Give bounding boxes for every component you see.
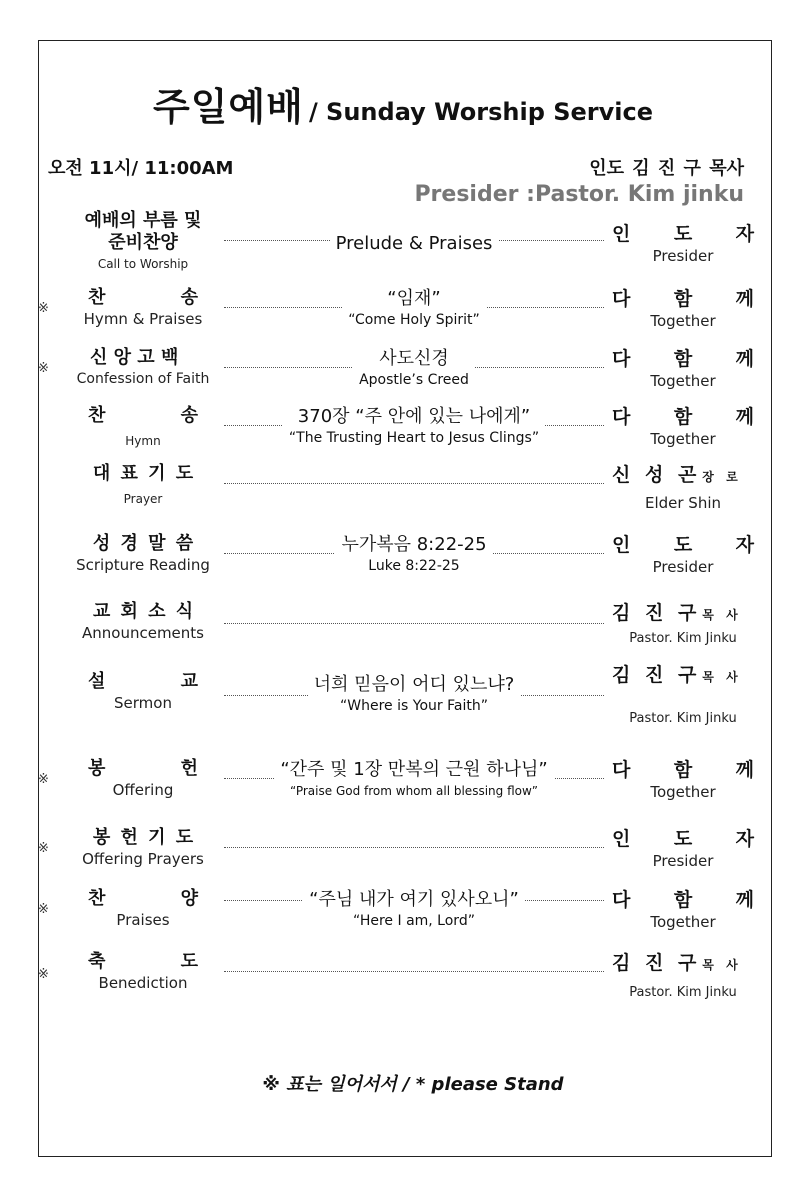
item-english-label: Sermon xyxy=(114,694,172,712)
item-leader-english: Together xyxy=(650,430,716,448)
item-leader-english: Together xyxy=(650,372,716,390)
stand-mark: ※ xyxy=(38,841,49,856)
item-leader: 인 도 자 xyxy=(612,223,754,245)
item-english-label: Hymn & Praises xyxy=(83,310,203,328)
item-detail-korean: “간주 및 1장 만복의 근원 하나님” xyxy=(280,759,548,780)
item-detail-english: “The Trusting Heart to Jesus Clings” xyxy=(288,430,540,446)
item-detail-korean: “임재” xyxy=(387,288,441,309)
item-leader-title: 목 사 xyxy=(702,958,738,972)
item-english-label: Scripture Reading xyxy=(76,556,210,574)
stand-note-footer: ※ 표는 일어서서 / * please Stand xyxy=(262,1074,564,1095)
item-leader: 다 함 께 xyxy=(612,406,754,428)
item-leader: 김 진 구 xyxy=(612,952,697,974)
item-korean-label: 대 표 기 도 xyxy=(92,463,194,484)
item-korean-label: 교 회 소 식 xyxy=(92,601,194,622)
item-english-label: Offering Prayers xyxy=(82,850,204,868)
item-english-label: Offering xyxy=(112,781,174,799)
item-leader-english: Pastor. Kim Jinku xyxy=(629,631,737,646)
item-english-label: Confession of Faith xyxy=(76,371,210,387)
item-leader-english: Together xyxy=(650,783,716,801)
item-leader: 신 성 곤 xyxy=(612,464,697,486)
item-korean-label: 봉 헌 기 도 xyxy=(92,827,194,848)
item-detail-korean: 너희 믿음이 어디 있느냐? xyxy=(313,674,515,695)
item-leader-title: 목 사 xyxy=(702,670,738,684)
dotted-leader xyxy=(224,623,604,624)
stand-mark: ※ xyxy=(38,301,49,316)
item-leader: 다 함 께 xyxy=(612,889,754,911)
item-detail-english: “Come Holy Spirit” xyxy=(348,312,480,328)
stand-mark: ※ xyxy=(38,967,49,982)
item-leader: 인 도 자 xyxy=(612,534,754,556)
item-english-label: Prayer xyxy=(123,492,163,506)
item-korean-label: 예배의 부름 및 준비찬양 xyxy=(84,210,202,253)
presider-korean: 인도 김 진 구 목사 xyxy=(589,158,744,179)
item-leader-english: Presider xyxy=(652,852,714,870)
item-english-label: Praises xyxy=(116,911,170,929)
item-english-label: Benediction xyxy=(98,974,188,992)
item-leader: 김 진 구 xyxy=(612,602,697,624)
item-detail-english: Luke 8:22-25 xyxy=(368,558,460,574)
item-leader: 다 함 께 xyxy=(612,348,754,370)
item-detail-english: “Praise God from whom all blessing flow” xyxy=(290,784,538,798)
presider-english: Presider :Pastor. Kim jinku xyxy=(414,182,744,207)
item-leader: 다 함 께 xyxy=(612,288,754,310)
item-detail-korean: 370장 “주 안에 있는 나에게” xyxy=(297,406,531,427)
item-korean-label: 신 앙 고 백 xyxy=(90,347,179,368)
stand-mark: ※ xyxy=(38,361,49,376)
item-korean-label: 찬 송 xyxy=(88,287,198,308)
page-title xyxy=(0,76,806,131)
item-detail-korean: “주님 내가 여기 있사오니” xyxy=(309,889,519,910)
item-korean-label: 찬 송 xyxy=(88,405,198,426)
item-english-label: Announcements xyxy=(82,624,204,642)
item-detail-english: Apostle’s Creed xyxy=(359,372,469,388)
item-detail-english: “Here I am, Lord” xyxy=(353,913,475,929)
item-detail-korean: Prelude & Praises xyxy=(335,233,493,254)
service-time: 오전 11시/ 11:00AM xyxy=(48,158,234,179)
dotted-leader xyxy=(224,483,604,484)
item-english-label: Hymn xyxy=(125,434,161,448)
item-korean-label: 봉 헌 xyxy=(88,758,198,779)
item-leader-english: Presider xyxy=(652,247,714,265)
stand-mark: ※ xyxy=(38,772,49,787)
item-leader-title: 목 사 xyxy=(702,608,738,622)
item-korean-label: 설 교 xyxy=(88,671,198,692)
item-detail-korean: 사도신경 xyxy=(379,348,449,369)
item-english-label: Call to Worship xyxy=(97,257,189,271)
item-leader-english: Together xyxy=(650,913,716,931)
item-leader-english: Presider xyxy=(652,558,714,576)
title-korean: 주일예배 xyxy=(153,85,304,129)
item-detail-english: “Where is Your Faith” xyxy=(340,698,488,714)
item-leader: 인 도 자 xyxy=(612,828,754,850)
item-detail-korean: 누가복음 8:22-25 xyxy=(341,534,487,555)
dotted-leader xyxy=(224,847,604,848)
item-leader-title: 장 로 xyxy=(702,470,738,484)
item-leader-english: Elder Shin xyxy=(644,494,722,512)
dotted-leader xyxy=(224,971,604,972)
item-korean-label: 찬 양 xyxy=(88,888,198,909)
item-leader-english: Together xyxy=(650,312,716,330)
item-leader-english: Pastor. Kim Jinku xyxy=(629,985,737,1000)
item-korean-label: 성 경 말 씀 xyxy=(92,533,194,554)
item-leader: 김 진 구 xyxy=(612,664,697,686)
item-leader-english: Pastor. Kim Jinku xyxy=(629,711,737,726)
item-korean-label: 축 도 xyxy=(88,951,198,972)
title-english: / Sunday Worship Service xyxy=(308,98,653,126)
stand-mark: ※ xyxy=(38,902,49,917)
item-leader: 다 함 께 xyxy=(612,759,754,781)
